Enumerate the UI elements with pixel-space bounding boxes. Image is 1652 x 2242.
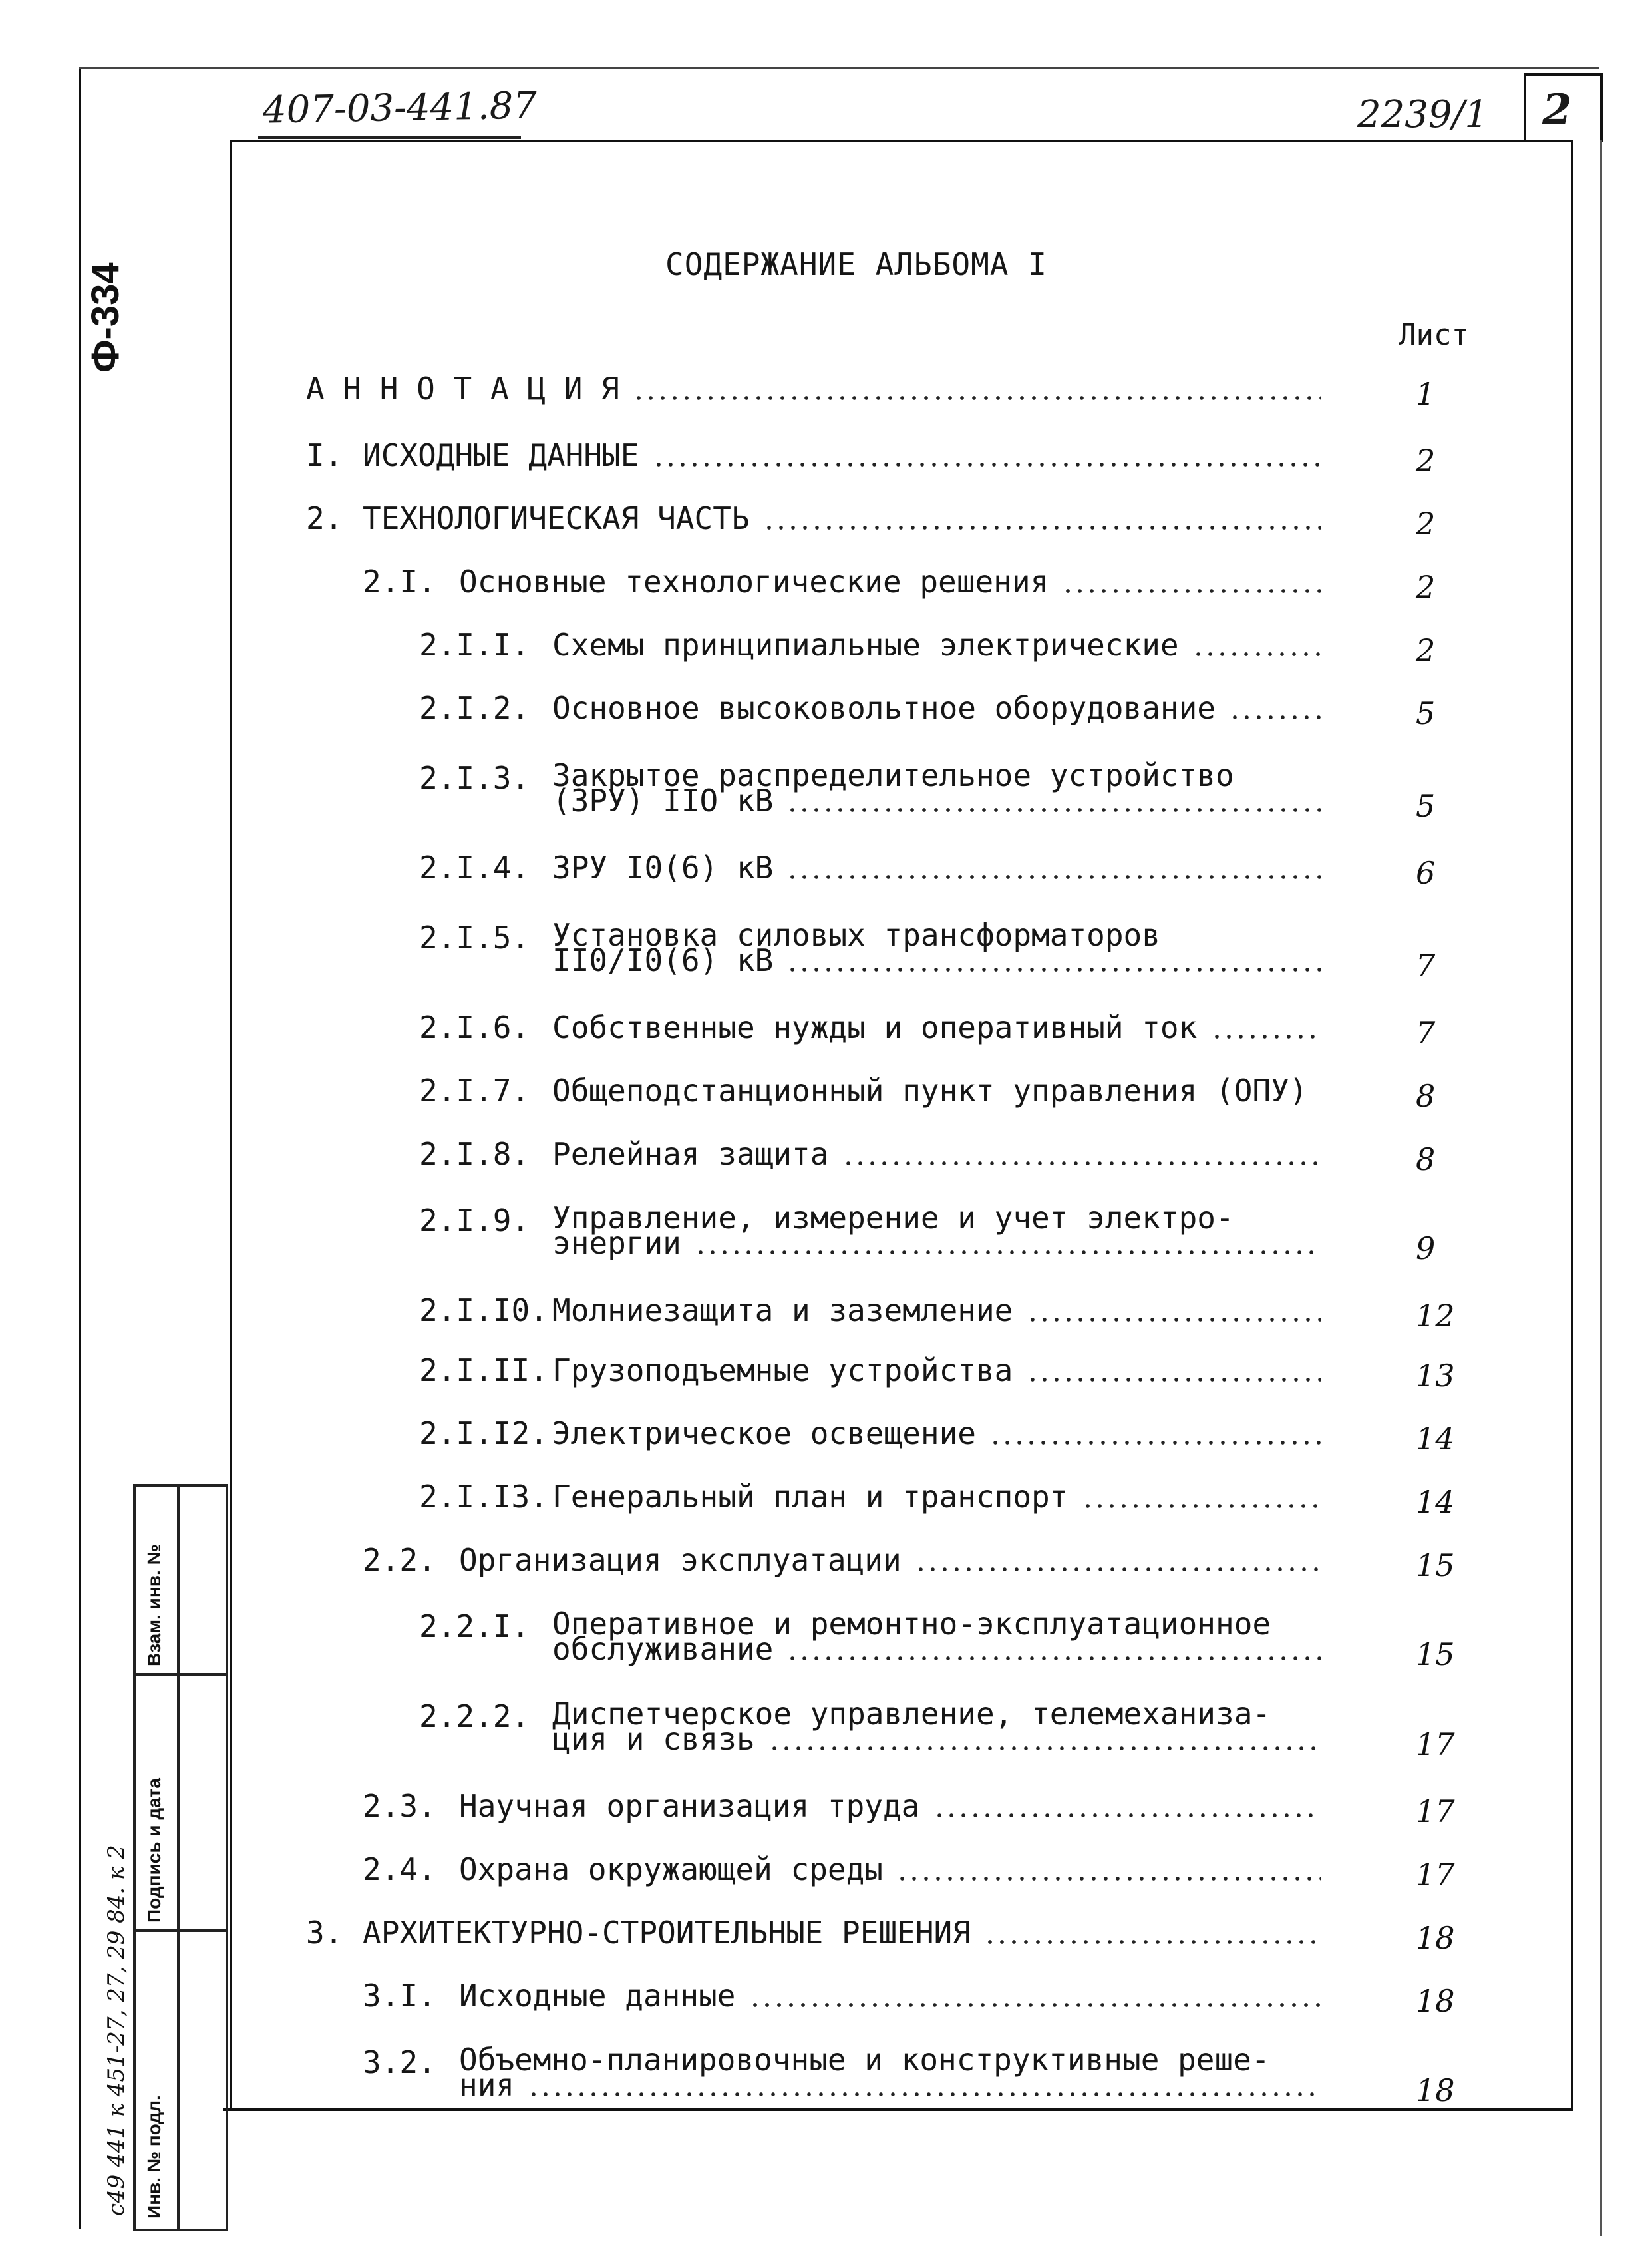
toc-dot-leader — [1062, 589, 1321, 593]
toc-entry-title: Генеральный план и транспорт — [552, 1479, 1069, 1515]
toc-page-number: 2 — [1416, 443, 1436, 478]
stamp-handwritten-numbers: с49 441 к 451-27, 27, 29 84. к 2 — [103, 1845, 130, 2216]
toc-page-number: 2 — [1416, 632, 1436, 668]
toc-page-number: 2 — [1416, 569, 1436, 605]
toc-entry-number: 2.I.6. — [419, 1010, 530, 1045]
toc-entry-number: 2.2.I. — [419, 1608, 530, 1644]
toc-entry-title: АРХИТЕКТУРНО-СТРОИТЕЛЬНЫЕ РЕШЕНИЯ — [363, 1915, 971, 1951]
toc-page-number: 18 — [1416, 2072, 1455, 2108]
toc-page-number: 14 — [1416, 1484, 1455, 1520]
stamp-divider — [136, 1673, 226, 1676]
right-page-edge — [1600, 140, 1602, 2236]
toc-page-number: 7 — [1416, 1015, 1436, 1051]
toc-entry-title: А Н Н О Т А Ц И Я — [306, 371, 619, 407]
toc-entry-title: Схемы принципиальные электрические — [552, 627, 1179, 663]
toc-entry-number: 2.I.I3. — [419, 1479, 548, 1515]
toc-dot-leader — [1192, 652, 1321, 656]
toc-entry-number: I. — [306, 437, 343, 473]
toc-entry-number: 3.2. — [363, 2044, 436, 2080]
toc-entry-title: Организация эксплуатации — [459, 1542, 902, 1578]
stamp-divider — [136, 1929, 226, 1932]
toc-page-number: 17 — [1416, 1793, 1455, 1829]
toc-dot-leader — [989, 1441, 1321, 1445]
frame-left-outer — [79, 67, 81, 2229]
toc-entry-number: 3.I. — [363, 1978, 436, 2014]
toc-dot-leader — [915, 1567, 1321, 1571]
toc-entry-title: Закрытое распределительное устройство — [552, 757, 1234, 793]
toc-dot-leader — [896, 1877, 1321, 1881]
toc-entry-number: 2.2. — [363, 1542, 436, 1578]
toc-page-number: 15 — [1416, 1547, 1455, 1583]
toc-dot-leader — [1027, 1378, 1321, 1382]
toc-entry-number: 2.4. — [363, 1851, 436, 1887]
page-title: СОДЕРЖАНИЕ АЛЬБОМА I — [665, 246, 1047, 282]
stamp-vzam-label: Взам. инв. № — [144, 1544, 164, 1666]
toc-entry-number: 2.I.8. — [419, 1136, 530, 1172]
toc-page-number: 8 — [1416, 1141, 1436, 1177]
toc-entry-title: Общеподстанционный пункт управления (ОПУ) — [552, 1073, 1308, 1109]
album-number: 2239/1 — [1357, 93, 1489, 136]
toc-page-number: 17 — [1416, 1726, 1455, 1762]
toc-entry-number: 2.3. — [363, 1788, 436, 1824]
toc-entry-title: Диспетчерское управление, телемеханиза- — [552, 1696, 1271, 1732]
toc-entry-title: Электрическое освещение — [552, 1415, 976, 1451]
toc-entry-title: Молниезащита и заземление — [552, 1292, 1013, 1328]
toc-entry-number: 2.I.5. — [419, 920, 530, 956]
frame-left-inner — [230, 140, 232, 2110]
toc-entry-title: Управление, измерение и учет электро- — [552, 1200, 1234, 1236]
toc-page-number: 8 — [1416, 1078, 1436, 1114]
toc-dot-leader — [786, 875, 1321, 879]
toc-entry-title: Основное высоковольтное оборудование — [552, 690, 1216, 726]
toc-entry-title: Грузоподъемные устройства — [552, 1352, 1013, 1388]
toc-entry-number: 2.I.I. — [419, 627, 530, 663]
toc-entry-number: 2.I.4. — [419, 850, 530, 886]
stamp-sign-label: Подпись и дата — [144, 1778, 164, 1923]
toc-page-number: 14 — [1416, 1421, 1455, 1457]
toc-entry-title: Объемно-планировочные и конструктивные реше- — [459, 2042, 1270, 2078]
sheet-box-top — [1524, 73, 1603, 76]
toc-entry-number: 3. — [306, 1915, 343, 1951]
toc-entry-number: 2.2.2. — [419, 1698, 530, 1734]
toc-entry-number: 2.I.7. — [419, 1073, 530, 1109]
toc-entry-title-continuation: (ЗРУ) IIО кВ — [552, 783, 774, 819]
toc-dot-leader — [653, 463, 1321, 467]
toc-entry-title: ИСХОДНЫЕ ДАННЫЕ — [363, 437, 639, 473]
sheet-column-label: Лист — [1399, 318, 1469, 352]
toc-entry-title: Собственные нужды и оперативный ток — [552, 1010, 1198, 1045]
toc-page-number: 13 — [1416, 1358, 1455, 1394]
toc-dot-leader — [1027, 1318, 1321, 1322]
toc-dot-leader — [695, 1250, 1321, 1254]
toc-page-number: 2 — [1416, 506, 1436, 542]
toc-page-number: 1 — [1416, 376, 1436, 412]
toc-page-number: 15 — [1416, 1636, 1455, 1672]
toc-dot-leader — [749, 2003, 1321, 2007]
toc-entry-title: Научная организация труда — [459, 1788, 920, 1824]
toc-dot-leader — [786, 1656, 1321, 1660]
inventory-stamp — [133, 1484, 228, 2231]
toc-entry-title-continuation: ния — [459, 2067, 515, 2103]
toc-dot-leader — [768, 1746, 1321, 1750]
toc-entry-number: 2.I.I0. — [419, 1292, 548, 1328]
toc-page-number: 6 — [1416, 855, 1436, 891]
toc-entry-title: ТЕХНОЛОГИЧЕСКАЯ ЧАСТЬ — [363, 500, 750, 536]
frame-bottom — [223, 2108, 1573, 2111]
doc-code: 407-03-441.87 — [262, 84, 538, 132]
toc-entry-number: 2.I.I2. — [419, 1415, 548, 1451]
toc-entry-title: Оперативное и ремонтно-эксплуатационное — [552, 1606, 1271, 1642]
toc-page-number: 12 — [1416, 1298, 1455, 1334]
top-rule — [79, 67, 1599, 69]
toc-page-number: 17 — [1416, 1857, 1455, 1893]
toc-entry-title: Основные технологические решения — [459, 564, 1049, 600]
toc-dot-leader — [1082, 1504, 1321, 1508]
toc-entry-title-continuation: обслуживание — [552, 1631, 774, 1667]
toc-entry-number: 2.I.9. — [419, 1203, 530, 1238]
toc-page-number: 5 — [1416, 788, 1436, 824]
stamp-vertical-divider — [177, 1487, 180, 2229]
sheet-number: 2 — [1542, 85, 1572, 135]
toc-page-number: 9 — [1416, 1230, 1436, 1266]
toc-dot-leader — [933, 1813, 1321, 1817]
toc-entry-number: 2.I.II. — [419, 1352, 548, 1388]
toc-dot-leader — [786, 808, 1321, 812]
toc-dot-leader — [842, 1161, 1321, 1165]
toc-dot-leader — [763, 526, 1321, 530]
toc-dot-leader — [633, 396, 1321, 400]
toc-dot-leader — [984, 1940, 1321, 1944]
frame-top — [230, 140, 1573, 142]
toc-entry-number: 2.I.3. — [419, 760, 530, 796]
toc-entry-number: 2. — [306, 500, 343, 536]
toc-dot-leader — [1211, 1035, 1321, 1039]
toc-page-number: 18 — [1416, 1920, 1455, 1956]
toc-entry-title: Исходные данные — [459, 1978, 736, 2014]
side-stamp-number: Ф-334 — [84, 262, 127, 373]
toc-entry-title: Релейная защита — [552, 1136, 829, 1172]
stamp-inv-label: Инв. № подл. — [144, 2095, 164, 2219]
toc-entry-title-continuation: II0/I0(6) кВ — [552, 942, 774, 978]
toc-entry-title-continuation: энергии — [552, 1225, 681, 1261]
toc-entry-title: Установка силовых трансформаторов — [552, 917, 1160, 953]
toc-entry-number: 2.I.2. — [419, 690, 530, 726]
doc-code-underline — [258, 136, 521, 139]
toc-page-number: 18 — [1416, 1983, 1455, 2019]
sheet-box-right — [1600, 73, 1603, 142]
toc-page-number: 5 — [1416, 695, 1436, 731]
toc-dot-leader — [786, 968, 1321, 972]
toc-dot-leader — [1229, 715, 1321, 719]
toc-page-number: 7 — [1416, 948, 1436, 984]
toc-entry-title: ЗРУ I0(6) кВ — [552, 850, 774, 886]
sheet-box-left — [1524, 73, 1526, 142]
toc-entry-title: Охрана окружающей среды — [459, 1851, 883, 1887]
toc-entry-number: 2.I. — [363, 564, 436, 600]
frame-right — [1571, 140, 1573, 2110]
toc-entry-title-continuation: ция и связь — [552, 1721, 755, 1757]
toc-dot-leader — [528, 2092, 1321, 2096]
